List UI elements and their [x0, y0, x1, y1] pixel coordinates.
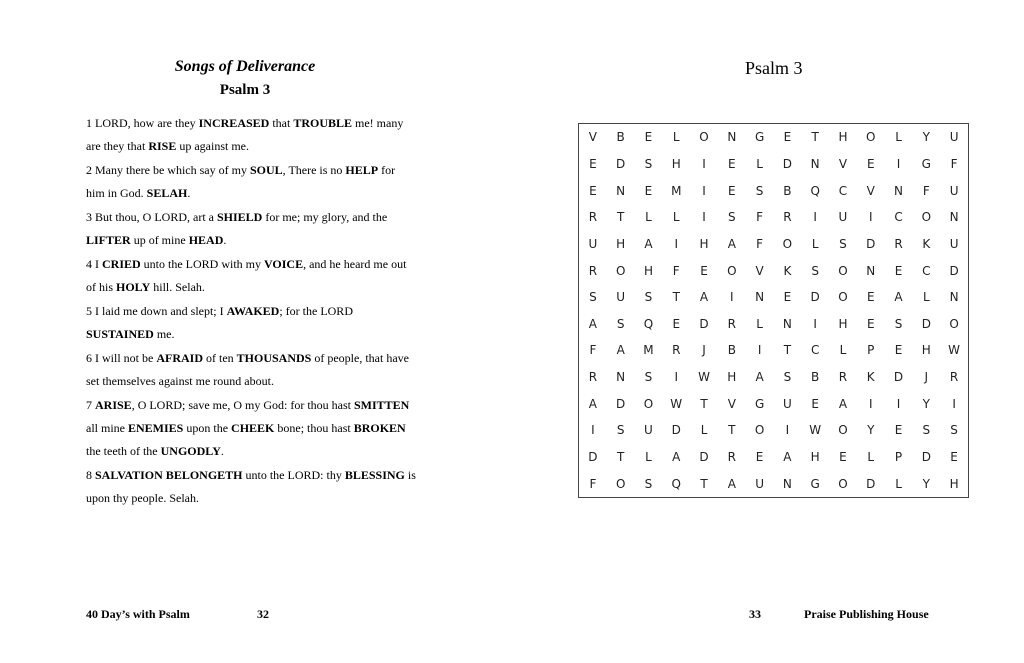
grid-letter[interactable]: E — [700, 263, 708, 278]
grid-letter[interactable]: E — [894, 343, 903, 358]
grid-letter[interactable]: T — [811, 130, 819, 145]
grid-letter[interactable]: O — [949, 316, 959, 331]
grid-letter[interactable]: G — [810, 476, 820, 491]
keyword: THOUSANDS — [236, 351, 312, 365]
grid-letter[interactable]: L — [867, 450, 875, 465]
grid-letter[interactable]: P — [867, 343, 875, 358]
verse-text: hill. Selah. — [150, 280, 205, 294]
grid-letter[interactable]: U — [644, 423, 653, 438]
grid-letter[interactable]: E — [755, 450, 764, 465]
grid-letter[interactable]: F — [756, 236, 764, 251]
grid-letter[interactable]: L — [756, 316, 763, 331]
grid-letter[interactable]: R — [949, 370, 959, 385]
grid-letter[interactable]: E — [783, 130, 792, 145]
verse-text: 4 I — [86, 257, 102, 271]
grid-letter[interactable]: D — [616, 396, 626, 411]
grid-letter[interactable]: H — [643, 263, 653, 278]
grid-letter[interactable]: O — [838, 263, 848, 278]
grid-letter[interactable]: D — [893, 370, 904, 385]
keyword: AWAKED — [226, 304, 280, 318]
grid-letter[interactable]: E — [644, 183, 653, 198]
grid-letter[interactable]: S — [644, 290, 653, 305]
verse-text: 6 I will not be — [86, 351, 157, 365]
psalm-subtitle: Psalm 3 — [219, 82, 271, 98]
grid-letter[interactable]: O — [615, 263, 626, 278]
grid-letter[interactable]: H — [838, 316, 848, 331]
grid-letter[interactable]: I — [730, 290, 734, 305]
grid-letter[interactable]: R — [894, 236, 903, 251]
keyword: SHIELD — [217, 210, 263, 224]
book-title: Songs of Deliverance — [174, 58, 316, 75]
grid-letter[interactable]: T — [728, 423, 736, 438]
grid-letter[interactable]: R — [783, 210, 792, 225]
keyword: HEAD — [188, 233, 224, 247]
grid-letter[interactable]: I — [702, 156, 706, 171]
keyword: SOUL — [249, 163, 283, 177]
keyword: ENEMIES — [128, 421, 184, 435]
grid-letter[interactable]: H — [727, 370, 737, 385]
verse-text: for me; my glory, and the — [262, 210, 388, 224]
grid-letter[interactable]: S — [783, 370, 792, 385]
verse-6 — [86, 347, 416, 393]
grid-letter[interactable]: I — [674, 236, 679, 251]
grid-letter[interactable]: H — [616, 236, 626, 251]
grid-letter[interactable]: K — [922, 236, 931, 251]
verse-text: bone; thou hast — [274, 421, 354, 435]
verse-text: that — [269, 116, 294, 130]
footer-publisher: Praise Publishing House — [804, 607, 929, 621]
grid-letter[interactable]: A — [783, 450, 792, 465]
grid-letter[interactable]: L — [672, 130, 680, 145]
grid-letter[interactable]: I — [591, 423, 595, 438]
grid-letter[interactable]: G — [754, 396, 765, 411]
grid-letter[interactable]: H — [921, 343, 931, 358]
grid-letter[interactable]: D — [699, 316, 709, 331]
grid-letter[interactable]: A — [644, 236, 653, 251]
grid-letter[interactable]: S — [894, 316, 903, 331]
keyword: HOLY — [116, 280, 151, 294]
verse-text: 3 But thou, O LORD, art a — [86, 210, 217, 224]
grid-letter[interactable]: O — [643, 396, 654, 411]
grid-letter[interactable]: U — [588, 236, 598, 251]
grid-letter[interactable]: E — [866, 316, 875, 331]
grid-letter[interactable]: V — [727, 396, 736, 411]
grid-letter[interactable]: S — [755, 183, 764, 198]
grid-letter[interactable]: S — [589, 290, 597, 305]
verse-text: 8 — [86, 468, 95, 482]
grid-letter[interactable]: N — [949, 290, 959, 305]
verse-text: me. — [153, 327, 175, 341]
grid-letter[interactable]: E — [672, 316, 681, 331]
grid-letter[interactable]: L — [700, 423, 708, 438]
verse-text: of people, that have set themselves against me round about. — [86, 351, 409, 388]
keyword: TROUBLE — [293, 116, 353, 130]
keyword: SELAH — [146, 186, 188, 200]
grid-letter[interactable]: O — [754, 423, 765, 438]
grid-letter[interactable]: S — [811, 263, 819, 278]
keyword: HELP — [345, 163, 379, 177]
grid-letter[interactable]: I — [868, 210, 873, 225]
verse-text: 5 I laid me down and slept; I — [86, 304, 227, 318]
grid-letter[interactable]: T — [617, 450, 625, 465]
verse-1 — [86, 112, 416, 158]
puzzle-title: Psalm 3 — [745, 58, 803, 78]
grid-letter[interactable]: C — [838, 183, 848, 198]
grid-letter[interactable]: L — [672, 210, 680, 225]
grid-letter[interactable]: E — [644, 130, 653, 145]
grid-letter[interactable]: A — [894, 290, 903, 305]
grid-letter[interactable]: S — [644, 156, 653, 171]
keyword: VOICE — [264, 257, 304, 271]
grid-letter[interactable]: E — [728, 156, 736, 171]
grid-letter[interactable]: D — [671, 423, 681, 438]
grid-letter[interactable]: O — [699, 130, 709, 145]
grid-letter[interactable]: N — [866, 263, 876, 278]
verse-text: . — [223, 233, 227, 247]
grid-letter[interactable]: H — [810, 450, 820, 465]
grid-letter[interactable]: N — [782, 316, 792, 331]
grid-letter[interactable]: W — [809, 423, 822, 438]
keyword: ARISE — [95, 398, 132, 412]
grid-letter[interactable]: H — [949, 476, 959, 491]
verse-5 — [86, 300, 416, 346]
keyword: SUSTAINED — [86, 327, 154, 341]
verse-text: . — [187, 186, 191, 200]
grid-letter[interactable]: N — [894, 183, 904, 198]
grid-letter[interactable]: L — [756, 156, 763, 171]
grid-letter[interactable]: V — [755, 263, 764, 278]
grid-letter[interactable]: A — [588, 316, 597, 331]
grid-letter[interactable]: D — [866, 236, 876, 251]
grid-letter[interactable]: S — [839, 236, 847, 251]
grid-letter[interactable]: F — [589, 343, 597, 358]
grid-letter[interactable]: O — [838, 423, 848, 438]
grid-letter[interactable]: Y — [922, 476, 930, 491]
grid-letter[interactable]: J — [924, 370, 929, 385]
grid-letter[interactable]: H — [671, 156, 681, 171]
grid-letter[interactable]: M — [671, 183, 682, 198]
grid-letter[interactable]: L — [645, 450, 652, 465]
grid-letter[interactable]: I — [952, 396, 956, 411]
grid-letter[interactable]: L — [839, 343, 847, 358]
grid-letter[interactable]: V — [588, 130, 597, 145]
grid-letter[interactable]: F — [950, 156, 958, 171]
grid-letter[interactable]: M — [643, 343, 654, 358]
grid-letter[interactable]: C — [922, 263, 931, 278]
grid-letter[interactable]: N — [810, 156, 820, 171]
grid-letter[interactable]: V — [866, 183, 875, 198]
grid-letter[interactable]: I — [702, 210, 706, 225]
grid-letter[interactable]: N — [616, 183, 626, 198]
keyword: BROKEN — [353, 421, 406, 435]
grid-letter[interactable]: F — [672, 263, 680, 278]
grid-letter[interactable]: Y — [867, 423, 875, 438]
grid-letter[interactable]: N — [755, 290, 765, 305]
verse-8 — [86, 464, 416, 510]
grid-letter[interactable]: I — [674, 370, 679, 385]
verse-text: me! many are they that — [86, 116, 404, 153]
grid-letter[interactable]: A — [699, 290, 709, 305]
grid-letter[interactable]: U — [949, 183, 959, 198]
grid-letter[interactable]: G — [754, 130, 765, 145]
verse-text: the teeth of the — [86, 444, 161, 458]
grid-letter[interactable]: D — [949, 263, 959, 278]
grid-letter[interactable]: P — [894, 450, 903, 465]
grid-letter[interactable]: A — [616, 343, 625, 358]
keyword: LIFTER — [86, 233, 131, 247]
grid-letter[interactable]: T — [700, 476, 708, 491]
grid-letter[interactable]: D — [810, 290, 820, 305]
grid-letter[interactable]: K — [866, 370, 875, 385]
grid-letter[interactable]: U — [782, 396, 792, 411]
grid-letter[interactable]: S — [616, 316, 625, 331]
grid-letter[interactable]: F — [756, 210, 764, 225]
verse-text: upon the — [183, 421, 232, 435]
grid-letter[interactable]: R — [838, 370, 848, 385]
keyword: AFRAID — [156, 351, 203, 365]
grid-letter[interactable]: T — [672, 290, 680, 305]
grid-letter[interactable]: S — [644, 370, 653, 385]
grid-letter[interactable]: N — [727, 130, 737, 145]
grid-letter[interactable]: Y — [922, 396, 930, 411]
page-number-left: 32 — [257, 607, 269, 621]
grid-letter[interactable]: A — [755, 370, 764, 385]
grid-letter[interactable]: Q — [643, 316, 654, 331]
grid-letter[interactable]: R — [588, 370, 598, 385]
grid-letter[interactable]: O — [866, 130, 876, 145]
grid-letter[interactable]: S — [644, 476, 653, 491]
grid-letter[interactable]: U — [755, 476, 764, 491]
grid-letter[interactable]: L — [645, 210, 652, 225]
grid-letter[interactable]: Q — [810, 183, 820, 198]
verse-text: 2 Many there be which say of my — [86, 163, 250, 177]
grid-letter[interactable]: S — [950, 423, 958, 438]
grid-letter[interactable]: R — [588, 263, 598, 278]
grid-letter[interactable]: R — [588, 210, 598, 225]
grid-letter[interactable]: L — [895, 130, 902, 145]
grid-letter[interactable]: B — [783, 183, 792, 198]
keyword: RISE — [148, 139, 177, 153]
grid-letter[interactable]: O — [727, 263, 737, 278]
grid-letter[interactable]: B — [616, 130, 625, 145]
grid-letter[interactable]: I — [896, 396, 901, 411]
grid-letter[interactable]: R — [672, 343, 681, 358]
grid-letter[interactable]: O — [921, 210, 932, 225]
grid-letter[interactable]: E — [839, 450, 847, 465]
grid-letter[interactable]: D — [699, 450, 709, 465]
page-number-right: 33 — [749, 607, 761, 621]
grid-letter[interactable]: B — [727, 343, 736, 358]
grid-letter[interactable]: U — [949, 130, 959, 145]
grid-letter[interactable]: D — [921, 450, 931, 465]
grid-letter[interactable]: I — [868, 396, 873, 411]
grid-letter[interactable]: O — [838, 290, 848, 305]
grid-letter[interactable]: E — [728, 183, 736, 198]
grid-letter[interactable]: U — [838, 210, 848, 225]
verse-3 — [86, 206, 416, 252]
grid-letter[interactable]: W — [948, 343, 961, 358]
verse-7 — [86, 394, 416, 463]
grid-letter[interactable]: T — [700, 396, 708, 411]
grid-letter[interactable]: D — [782, 156, 793, 171]
keyword: UNGODLY — [160, 444, 221, 458]
grid-letter[interactable]: E — [589, 156, 597, 171]
grid-letter[interactable]: C — [810, 343, 820, 358]
word-search-grid[interactable] — [578, 123, 969, 498]
footer-book-title: 40 Day’s with Psalm — [86, 607, 190, 621]
grid-letter[interactable]: O — [782, 236, 793, 251]
verse-text: up of mine — [130, 233, 189, 247]
grid-letter[interactable]: U — [949, 236, 959, 251]
verse-text: 1 LORD, how are they — [86, 116, 199, 130]
keyword: BLESSING — [344, 468, 405, 482]
verse-text: ; for the LORD — [279, 304, 353, 318]
keyword: INCREASED — [198, 116, 270, 130]
verse-text: . — [220, 444, 224, 458]
grid-letter[interactable]: A — [838, 396, 848, 411]
grid-letter[interactable]: D — [921, 316, 931, 331]
grid-letter[interactable]: E — [894, 423, 903, 438]
grid-letter[interactable]: L — [895, 476, 902, 491]
grid-letter[interactable]: T — [617, 210, 625, 225]
verse-text: , and he heard me out of his — [86, 257, 407, 294]
grid-letter[interactable]: Q — [671, 476, 681, 491]
grid-letter[interactable]: E — [589, 183, 597, 198]
keyword: CHEEK — [231, 421, 275, 435]
grid-letter[interactable]: I — [813, 210, 817, 225]
verse-text: , O LORD; save me, O my God: for thou hast — [131, 398, 354, 412]
grid-letter[interactable]: U — [616, 290, 626, 305]
grid-letter[interactable]: H — [699, 236, 709, 251]
verse-text: is upon thy people. Selah. — [86, 468, 416, 505]
grid-letter[interactable]: G — [921, 156, 931, 171]
grid-letter[interactable]: J — [702, 343, 706, 358]
grid-letter[interactable]: A — [727, 236, 736, 251]
grid-letter[interactable]: T — [783, 343, 792, 358]
grid-letter[interactable]: Y — [922, 130, 930, 145]
grid-letter[interactable]: E — [866, 156, 875, 171]
grid-letter[interactable]: W — [698, 370, 710, 385]
grid-letter[interactable]: I — [757, 343, 762, 358]
grid-letter[interactable]: E — [866, 290, 875, 305]
grid-letter[interactable]: V — [838, 156, 848, 171]
grid-letter[interactable]: L — [922, 290, 930, 305]
verse-text: up against me. — [176, 139, 249, 153]
grid-letter[interactable]: N — [616, 370, 626, 385]
verse-4 — [86, 253, 416, 299]
grid-letter[interactable]: F — [922, 183, 930, 198]
grid-letter[interactable]: S — [728, 210, 736, 225]
grid-letter[interactable]: A — [727, 476, 736, 491]
verse-2 — [86, 159, 416, 205]
verse-text: of ten — [203, 351, 237, 365]
verse-text: unto the LORD with my — [140, 257, 264, 271]
grid-letter[interactable]: E — [894, 263, 903, 278]
keyword: CRIED — [102, 257, 141, 271]
grid-letter[interactable]: R — [727, 316, 736, 331]
grid-letter[interactable]: I — [785, 423, 790, 438]
verse-text: , There is no — [282, 163, 346, 177]
verse-text: all mine — [86, 421, 128, 435]
grid-letter[interactable]: S — [616, 423, 625, 438]
grid-letter[interactable]: F — [589, 476, 597, 491]
verse-list — [86, 112, 416, 511]
grid-letter[interactable]: K — [783, 263, 792, 278]
keyword: SMITTEN — [354, 398, 410, 412]
keyword: SALVATION BELONGETH — [95, 468, 243, 482]
verse-text: 7 — [86, 398, 95, 412]
grid-letter[interactable]: D — [588, 450, 598, 465]
grid-letter[interactable]: E — [783, 290, 792, 305]
grid-letter[interactable]: E — [811, 396, 819, 411]
grid-letter[interactable]: L — [811, 236, 819, 251]
grid-letter[interactable]: R — [727, 450, 736, 465]
grid-letter[interactable]: O — [838, 476, 848, 491]
grid-letter[interactable]: N — [949, 210, 959, 225]
grid-letter[interactable]: I — [702, 183, 706, 198]
grid-letter[interactable]: O — [615, 476, 626, 491]
grid-letter[interactable]: W — [670, 396, 683, 411]
grid-letter[interactable]: D — [866, 476, 876, 491]
grid-letter[interactable]: I — [813, 316, 817, 331]
grid-letter[interactable]: C — [894, 210, 903, 225]
grid-letter[interactable]: A — [672, 450, 681, 465]
verse-text: unto the LORD: thy — [242, 468, 345, 482]
grid-letter[interactable]: A — [588, 396, 597, 411]
grid-letter[interactable]: I — [896, 156, 901, 171]
grid-letter[interactable]: S — [922, 423, 931, 438]
verse-text: for him in God. — [86, 163, 396, 200]
grid-letter[interactable]: H — [838, 130, 848, 145]
grid-letter[interactable]: B — [811, 370, 820, 385]
grid-letter[interactable]: D — [616, 156, 626, 171]
grid-letter[interactable]: N — [782, 476, 792, 491]
grid-letter[interactable]: E — [950, 450, 958, 465]
